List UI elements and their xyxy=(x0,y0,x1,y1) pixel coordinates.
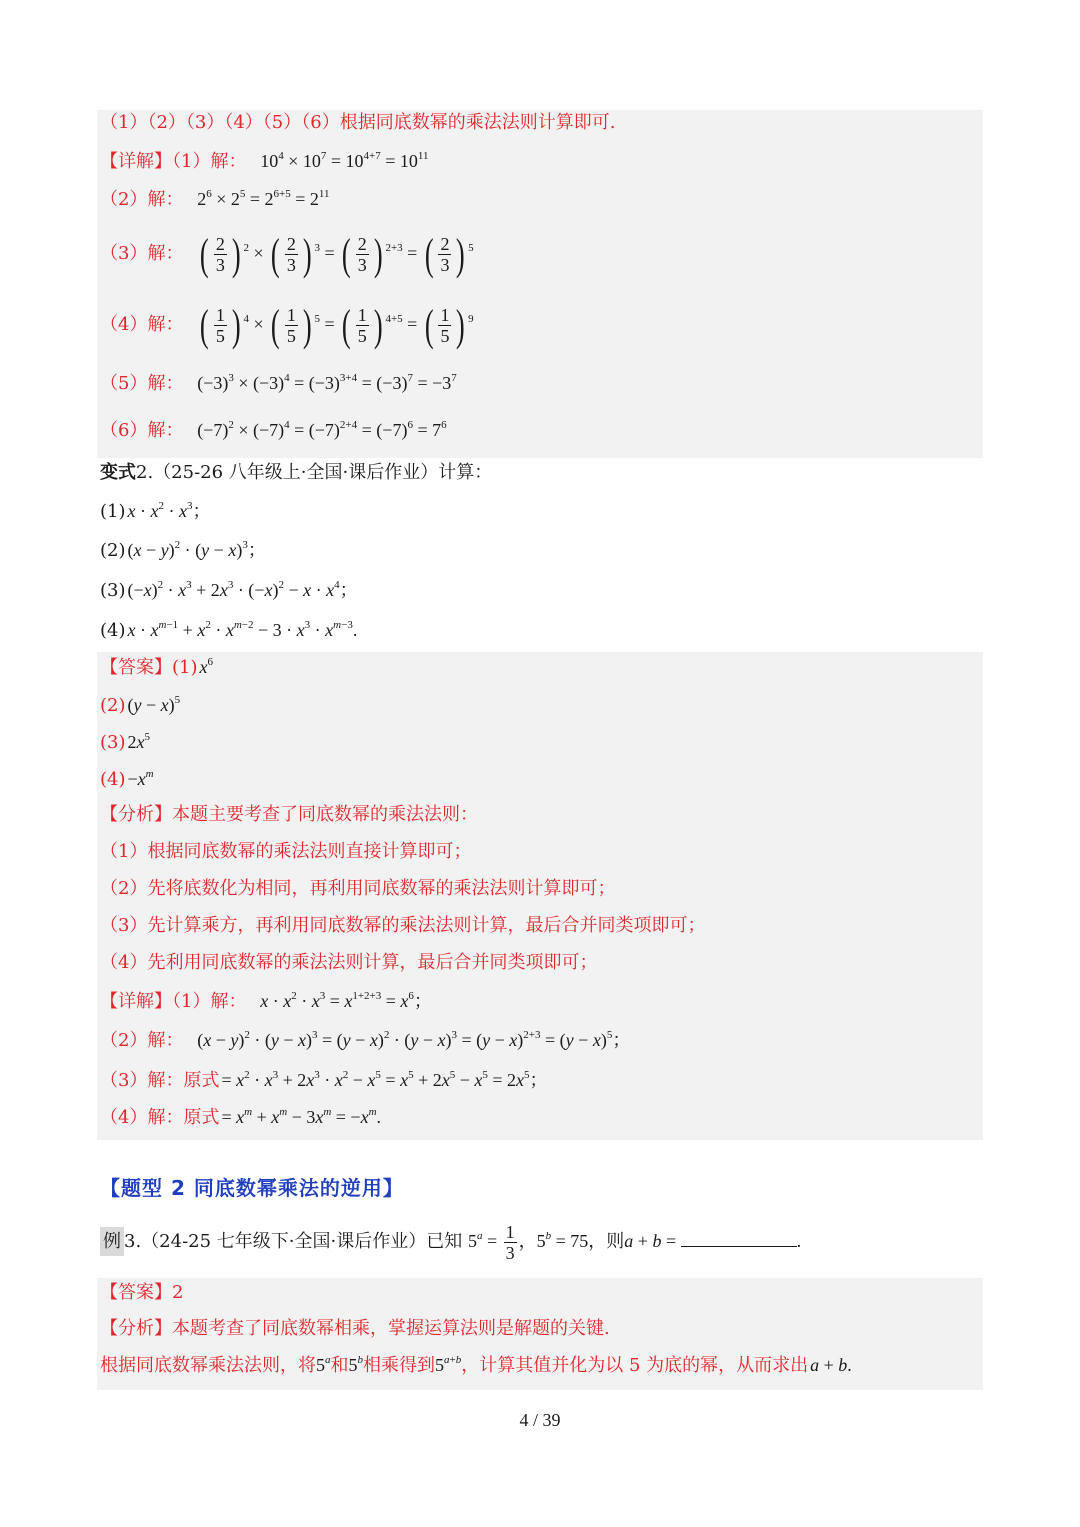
detail-line-1 xyxy=(100,146,428,176)
question-1 xyxy=(100,496,211,526)
answer-blank[interactable] xyxy=(681,1230,797,1247)
detail-2-line-2 xyxy=(100,1025,630,1055)
answer-2-label: (2) xyxy=(100,695,126,716)
analysis-3-head: 【分析】本题考查了同底数幂相乘，掌握运算法则是解题的关键. xyxy=(100,1318,610,1339)
question-1-label: (1) xyxy=(100,501,126,522)
detail-2-line-1 xyxy=(100,986,432,1016)
detail-2-3-expr: = $x^2 \cdot x^3 + 2x^3 \cdot x^2 - x^5 = x^5 + 2x^5 - x^5 = 2x^5$； xyxy=(221,1069,548,1090)
analysis-2-head: 【分析】本题主要考查了同底数幂的乘法法则： xyxy=(100,804,478,825)
analysis-3-c: 相乘得到 xyxy=(363,1355,435,1376)
analysis-tail: （1）（2）（3）（4）（5）（6）根据同底数幂的乘法法则计算即可. xyxy=(100,112,616,133)
detail-line-2 xyxy=(100,184,329,214)
detail-6-label: （6）解： xyxy=(100,420,184,441)
formula-5: $(-3)^3 \times (-3)^4 = (-3)^{3+4} = (-3)^7 = -3^7$ xyxy=(197,372,457,393)
answer-3-expr: $2x^5$ xyxy=(127,731,150,752)
variant-2-header xyxy=(100,458,492,488)
detail-line-5 xyxy=(100,368,457,398)
section-title: 【题型 2 同底数幂乘法的逆用】 xyxy=(100,1176,404,1200)
analysis-2-p3: （3）先计算乘方，再利用同底数幂的乘法法则计算，最后合并同类项即可； xyxy=(100,915,706,936)
formula-2: $2^6 \times 2^5 = 2^{6+5} = 2^{11}$ xyxy=(197,188,330,209)
page-number: 4 / 39 xyxy=(519,1410,561,1430)
detail-2-line-4 xyxy=(100,1102,381,1132)
question-2 xyxy=(100,535,266,565)
answer-4-expr: $-x^m$ xyxy=(127,768,154,789)
detail-3-label: （3）解： xyxy=(100,243,184,264)
answer-1-expr: $x^6$ xyxy=(199,656,213,677)
detail-line-4 xyxy=(100,293,474,355)
question-3 xyxy=(100,575,358,605)
question-4-label: (4) xyxy=(100,620,126,641)
example-tag: 例 xyxy=(100,1227,124,1256)
question-3-expr: $(-x)^2 \cdot x^3 + 2x^3 \cdot (-x)^2 - x \cdot x^4$； xyxy=(127,579,358,600)
answer-2-line-3 xyxy=(100,727,150,757)
detail-2-4-expr: = $x^m + x^m - 3x^m = -x^m$. xyxy=(221,1106,382,1127)
variant-intro: 2.（25-26 八年级上·全国·课后作业）计算： xyxy=(136,462,493,483)
answer-3: 【答案】2 xyxy=(100,1282,184,1303)
example-given: $5^a$ = $\frac{1}{3}$ ，$5^b = 75$ xyxy=(467,1222,589,1264)
analysis-2-p1: （1）根据同底数幂的乘法法则直接计算即可； xyxy=(100,841,472,862)
question-4-expr: $x \cdot x^{m-1} + x^2 \cdot x^{m-2} - 3 \cdot x^3 \cdot x^{m-3}$. xyxy=(127,619,358,640)
detail-2-label: （2）解： xyxy=(100,189,184,210)
detail-1-label: （1）解： xyxy=(172,151,247,172)
answer-2-line-1 xyxy=(100,652,213,682)
detail-5-label: （5）解： xyxy=(100,373,184,394)
formula-6: $(-7)^2 \times (-7)^4 = (-7)^{2+4} = (-7)^6 = 7^6$ xyxy=(197,419,447,440)
analysis-3-a: 根据同底数幂乘法法则，将 xyxy=(100,1355,316,1376)
detail-2-1-expr: $x \cdot x^2 \cdot x^3 = x^{1+2+3} = x^6$； xyxy=(260,990,432,1011)
question-3-label: (3) xyxy=(100,580,126,601)
detail-line-3 xyxy=(100,222,474,284)
formula-4: ( $\frac{1}{5}$ ) $^4$ × ( $\frac{1}{5}$ ) $^5$ = ( $\frac{1}{5}$ ) $^{4+5}$ = ( $\frac{1}{5}$ ) $^9$ xyxy=(200,300,474,350)
analysis-2-p4: （4）先利用同底数幂的乘法法则计算，最后合并同类项即可； xyxy=(100,952,598,973)
answer-4-label: (4) xyxy=(100,769,126,790)
analysis-3-d: ，计算其值并化为以 5 为底的幂，从而求出 xyxy=(461,1355,809,1376)
question-4 xyxy=(100,615,357,645)
detail-4-label: （4）解： xyxy=(100,314,184,335)
answer-2-line-2 xyxy=(100,690,180,720)
detail-tag: 【详解】 xyxy=(100,151,172,172)
question-1-expr: $x \cdot x^2 \cdot x^3$； xyxy=(127,500,211,521)
example-intro: 3.（24-25 七年级下·全国·课后作业）已知 xyxy=(124,1231,463,1252)
example-then: ，则 xyxy=(588,1231,625,1252)
detail-2-2-label: （2）解： xyxy=(100,1030,184,1051)
detail-2-line-3 xyxy=(100,1065,548,1095)
example-3 xyxy=(100,1210,801,1272)
answer-tag: 【答案】 xyxy=(100,657,172,678)
question-2-label: (2) xyxy=(100,540,126,561)
analysis-3-b: 和 xyxy=(330,1355,349,1376)
variant-tag: 变式 xyxy=(100,462,136,483)
question-2-expr: $(x - y)^2 \cdot (y - x)^3$； xyxy=(127,539,266,560)
detail-2-1-label: 【详解】（1）解： xyxy=(100,991,247,1012)
answer-3-label: (3) xyxy=(100,732,126,753)
formula-1: $10^4 \times 10^7 = 10^{4+7} = 10^{11}$ xyxy=(260,150,429,171)
example-ask: a + b = . xyxy=(624,1231,802,1251)
answer-2-line-4 xyxy=(100,764,154,794)
detail-line-6 xyxy=(100,415,447,445)
formula-3: ( $\frac{2}{3}$ ) $^2$ × ( $\frac{2}{3}$ ) $^3$ = ( $\frac{2}{3}$ ) $^{2+3}$ = ( $\frac{2}{3}$ ) $^5$ xyxy=(200,229,474,279)
answer-1-label: (1) xyxy=(172,657,198,678)
analysis-3-line: 根据同底数幂乘法法则，将5$^a$和5$^b$相乘得到$5^{a+b}$，计算其值并化为以 5 为底的幂，从而求出 a + b. xyxy=(100,1354,852,1376)
analysis-2-p2: （2）先将底数化为相同，再利用同底数幂的乘法法则计算即可； xyxy=(100,878,616,899)
detail-2-4-label: （4）解：原式 xyxy=(100,1107,220,1128)
answer-2-expr: $(y - x)^5$ xyxy=(127,694,181,715)
detail-2-2-expr: $(x - y)^2 \cdot (y - x)^3 = (y - x)^2 \cdot (y - x)^3 = (y - x)^{2+3} = (y - x)^5$； xyxy=(197,1029,631,1050)
detail-2-3-label: （3）解：原式 xyxy=(100,1070,220,1091)
